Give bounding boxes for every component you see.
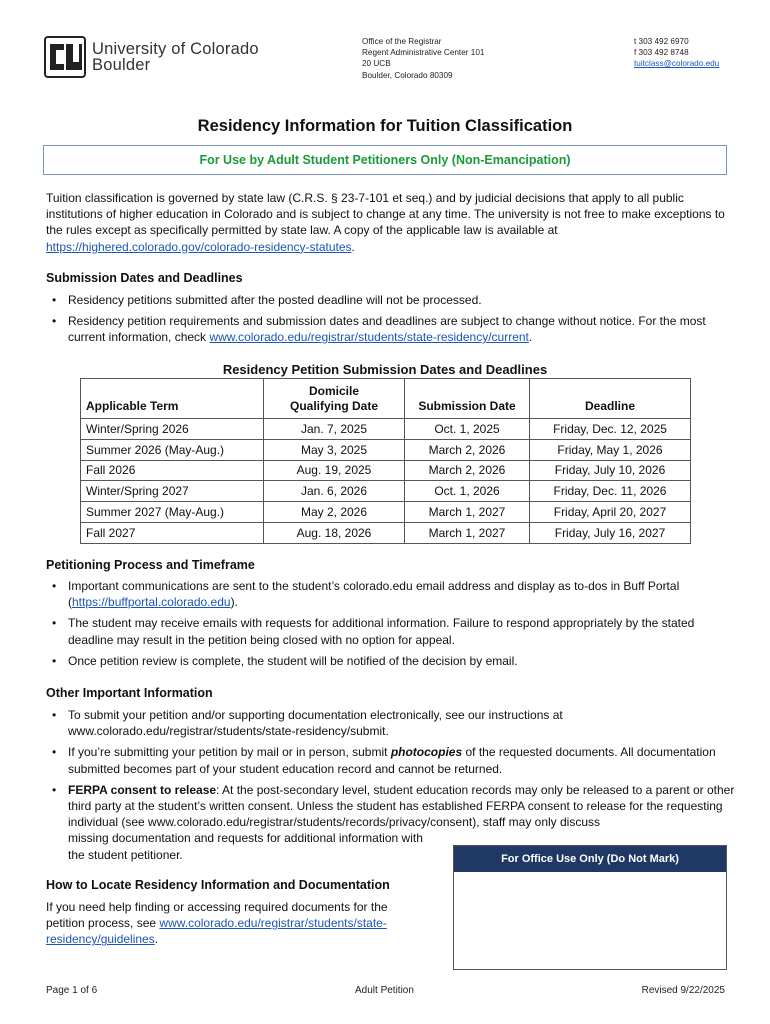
bullet-text: the student petitioner. <box>68 847 183 862</box>
list-item <box>46 653 736 669</box>
intro-end: . <box>351 239 355 254</box>
cell-deadline: Friday, July 16, 2027 <box>530 522 691 543</box>
bullet-end: . <box>528 330 533 345</box>
table-header-row <box>81 379 691 419</box>
list-item <box>46 313 736 345</box>
cell-submission: March 2, 2026 <box>405 460 530 481</box>
cu-logo-icon <box>44 36 86 78</box>
statutes-link[interactable]: https://highered.colorado.gov/colorado-residency-statutes <box>46 239 352 254</box>
cell-domicile: Jan. 6, 2026 <box>264 481 405 502</box>
address-line: Regent Administrative Center 101 <box>362 48 485 58</box>
logo-line-2: Boulder <box>92 56 151 74</box>
col-deadline: Deadline <box>530 379 691 419</box>
col-submission-date: Submission Date <box>405 379 530 419</box>
page-title: Residency Information for Tuition Classification <box>197 117 573 135</box>
process-heading: Petitioning Process and Timeframe <box>46 558 255 572</box>
bullet-text: missing documentation and requests for additional information with <box>68 831 423 846</box>
address-line: Office of the Registrar <box>362 37 442 46</box>
registrar-address <box>362 36 484 81</box>
cell-submission: March 2, 2026 <box>405 439 530 460</box>
guidelines-link[interactable]: www.colorado.edu/registrar/students/state-residency/guidelines <box>46 916 387 947</box>
page-number: Page 1 of 6 <box>46 985 98 996</box>
table-row <box>81 481 691 502</box>
cell-term: Summer 2026 (May-Aug.) <box>81 439 264 460</box>
list-item <box>46 615 736 647</box>
office-use-header: For Office Use Only (Do Not Mark) <box>454 846 726 872</box>
cell-submission: Oct. 1, 2025 <box>405 419 530 440</box>
bullet-text: Residency petitions submitted after the posted deadline will not be processed. <box>68 293 482 307</box>
intro-text: Tuition classification is governed by state law (C.R.S. § 23-7-101 et seq.) and by judicial decisions that apply to all public institutions of higher education in Colorado and is subject to change at any time. The university is not free to make exceptions to the rules except as specifically permitted by state law. A copy of the applicable law is available at <box>46 191 725 238</box>
cell-domicile: Aug. 19, 2025 <box>264 460 405 481</box>
bullet-text: Once petition review is complete, the student will be notified of the decision by email. <box>68 653 518 668</box>
logo-line-1: University of Colorado <box>92 40 259 58</box>
address-line: Boulder, Colorado 80309 <box>362 70 453 80</box>
cell-deadline: Friday, Dec. 11, 2026 <box>530 481 691 502</box>
revised-date: Revised 9/22/2025 <box>641 985 725 996</box>
cell-submission: March 1, 2027 <box>405 502 530 523</box>
table-row <box>81 502 691 523</box>
bullet-text: Residency petition requirements and submission dates and deadlines are subject to change without notice. For the most current information, check <box>68 314 706 345</box>
bullet-text: The student may receive emails with requests for additional information. Failure to respond appropriately by the stated deadline may result in the petition being closed with no option for appeal. <box>68 616 695 647</box>
cell-submission: March 1, 2027 <box>405 522 530 543</box>
list-item <box>46 292 736 308</box>
locate-paragraph <box>46 899 416 948</box>
cell-deadline: Friday, April 20, 2027 <box>530 502 691 523</box>
intro-paragraph <box>46 190 736 255</box>
bullet-text: Important communications are sent to the student’s colorado.edu email address and display as to-dos in Buff Portal ( <box>68 579 680 610</box>
list-item <box>46 707 736 739</box>
contact-info <box>634 36 719 70</box>
footer-title: Adult Petition <box>355 985 414 996</box>
bullet-text: of the requested documents. All documentation submitted becomes part of your student education record and cannot be returned. <box>68 745 716 776</box>
ferpa-label: FERPA consent to release <box>68 782 217 797</box>
table-row <box>81 460 691 481</box>
table-title: Residency Petition Submission Dates and Deadlines <box>222 362 548 377</box>
cell-domicile: May 3, 2025 <box>264 439 405 460</box>
table-row <box>81 522 691 543</box>
cell-term: Fall 2027 <box>81 522 264 543</box>
logo-text <box>92 41 259 73</box>
cell-domicile: Jan. 7, 2025 <box>264 419 405 440</box>
cell-term: Winter/Spring 2026 <box>81 419 264 440</box>
cell-deadline: Friday, July 10, 2026 <box>530 460 691 481</box>
cell-domicile: May 2, 2026 <box>264 502 405 523</box>
cell-deadline: Friday, May 1, 2026 <box>530 439 691 460</box>
cell-deadline: Friday, Dec. 12, 2025 <box>530 419 691 440</box>
locate-text: If you need help finding or accessing required documents for the petition process, see <box>46 900 388 931</box>
email-link[interactable]: tuitclass@colorado.edu <box>634 59 720 69</box>
office-use-box <box>453 845 727 970</box>
cell-submission: Oct. 1, 2026 <box>405 481 530 502</box>
subtitle-banner <box>43 145 727 175</box>
bullet-text: If you’re submitting your petition by mail or in person, submit <box>68 745 391 760</box>
process-list <box>46 578 736 674</box>
locate-heading: How to Locate Residency Information and Documentation <box>46 878 390 892</box>
phone-number: t 303 492 6970 <box>634 37 689 46</box>
other-heading: Other Important Information <box>46 686 213 700</box>
list-item <box>46 744 736 776</box>
subtitle-text: For Use by Adult Student Petitioners Only (Non-Emancipation) <box>199 153 571 167</box>
address-line: 20 UCB <box>362 59 391 69</box>
bullet-end: ). <box>230 595 238 610</box>
col-domicile-date: Domicile Qualifying Date <box>264 379 405 419</box>
table-row <box>81 419 691 440</box>
deadlines-table <box>80 378 691 544</box>
cu-logo <box>44 36 259 78</box>
cell-term: Fall 2026 <box>81 460 264 481</box>
fax-number: f 303 492 8748 <box>634 48 689 58</box>
other-list <box>46 707 736 868</box>
cell-term: Winter/Spring 2027 <box>81 481 264 502</box>
submission-list <box>46 292 736 351</box>
cell-domicile: Aug. 18, 2026 <box>264 522 405 543</box>
locate-end: . <box>154 932 159 947</box>
buffportal-link[interactable]: https://buffportal.colorado.edu <box>72 595 231 610</box>
bullet-text: : At the post-secondary level, student education records may only be released to a parent or other third party at the student’s written consent. Unless the student has established FERPA consent to release for the requesting individual (see www.colorado.edu/registrar/students/records/privacy/consent), staff may only discuss <box>68 782 735 830</box>
cell-term: Summer 2027 (May-Aug.) <box>81 502 264 523</box>
photocopies-emphasis: photocopies <box>390 745 463 760</box>
table-row <box>81 439 691 460</box>
list-item <box>46 578 736 610</box>
current-residency-link[interactable]: www.colorado.edu/registrar/students/state-residency/current <box>209 330 529 345</box>
submission-heading: Submission Dates and Deadlines <box>46 271 243 285</box>
bullet-text: To submit your petition and/or supporting documentation electronically, see our instructions at www.colorado.edu/registrar/students/state-residency/submit. <box>68 708 563 739</box>
col-applicable-term: Applicable Term <box>81 379 264 419</box>
